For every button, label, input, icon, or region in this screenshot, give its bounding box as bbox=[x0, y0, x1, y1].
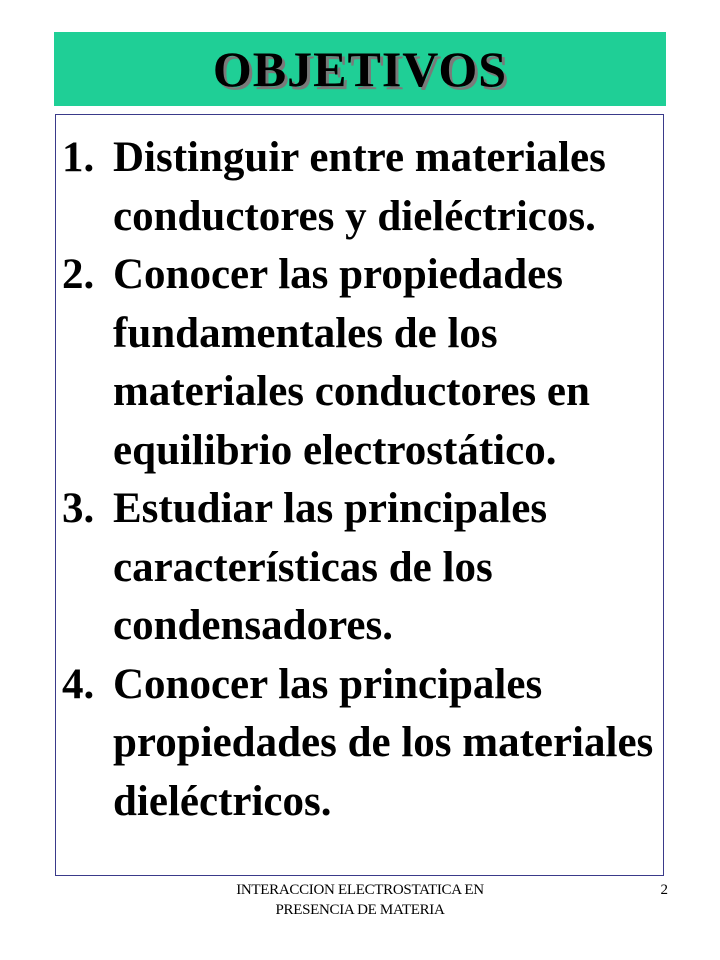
objective-number: 1. bbox=[62, 134, 95, 181]
objective-text: Distinguir entre materiales conductores y dieléctricos. bbox=[113, 134, 606, 240]
objective-number: 2. bbox=[62, 251, 95, 298]
objective-item bbox=[62, 480, 658, 656]
objective-text: Estudiar las principales características de los condensadores. bbox=[113, 485, 548, 649]
objective-item bbox=[62, 656, 658, 832]
page-number: 2 bbox=[660, 882, 668, 898]
objective-text: Conocer las propiedades fundamentales de los materiales conductores en equilibrio electrostático. bbox=[113, 251, 590, 474]
objective-number: 4. bbox=[62, 660, 95, 708]
objectives-box bbox=[55, 114, 664, 876]
objective-number: 3. bbox=[62, 485, 95, 532]
objective-item bbox=[62, 246, 658, 480]
objective-text: Conocer las principales propiedades de los materiales dieléctricos. bbox=[113, 660, 654, 825]
title-bar bbox=[54, 32, 666, 106]
objective-item bbox=[62, 129, 658, 246]
objectives-list bbox=[62, 129, 658, 831]
slide-title: OBJETIVOS bbox=[212, 41, 508, 97]
footer-title: INTERACCION ELECTROSTATICA EN PRESENCIA DE MATERIA bbox=[236, 882, 484, 918]
